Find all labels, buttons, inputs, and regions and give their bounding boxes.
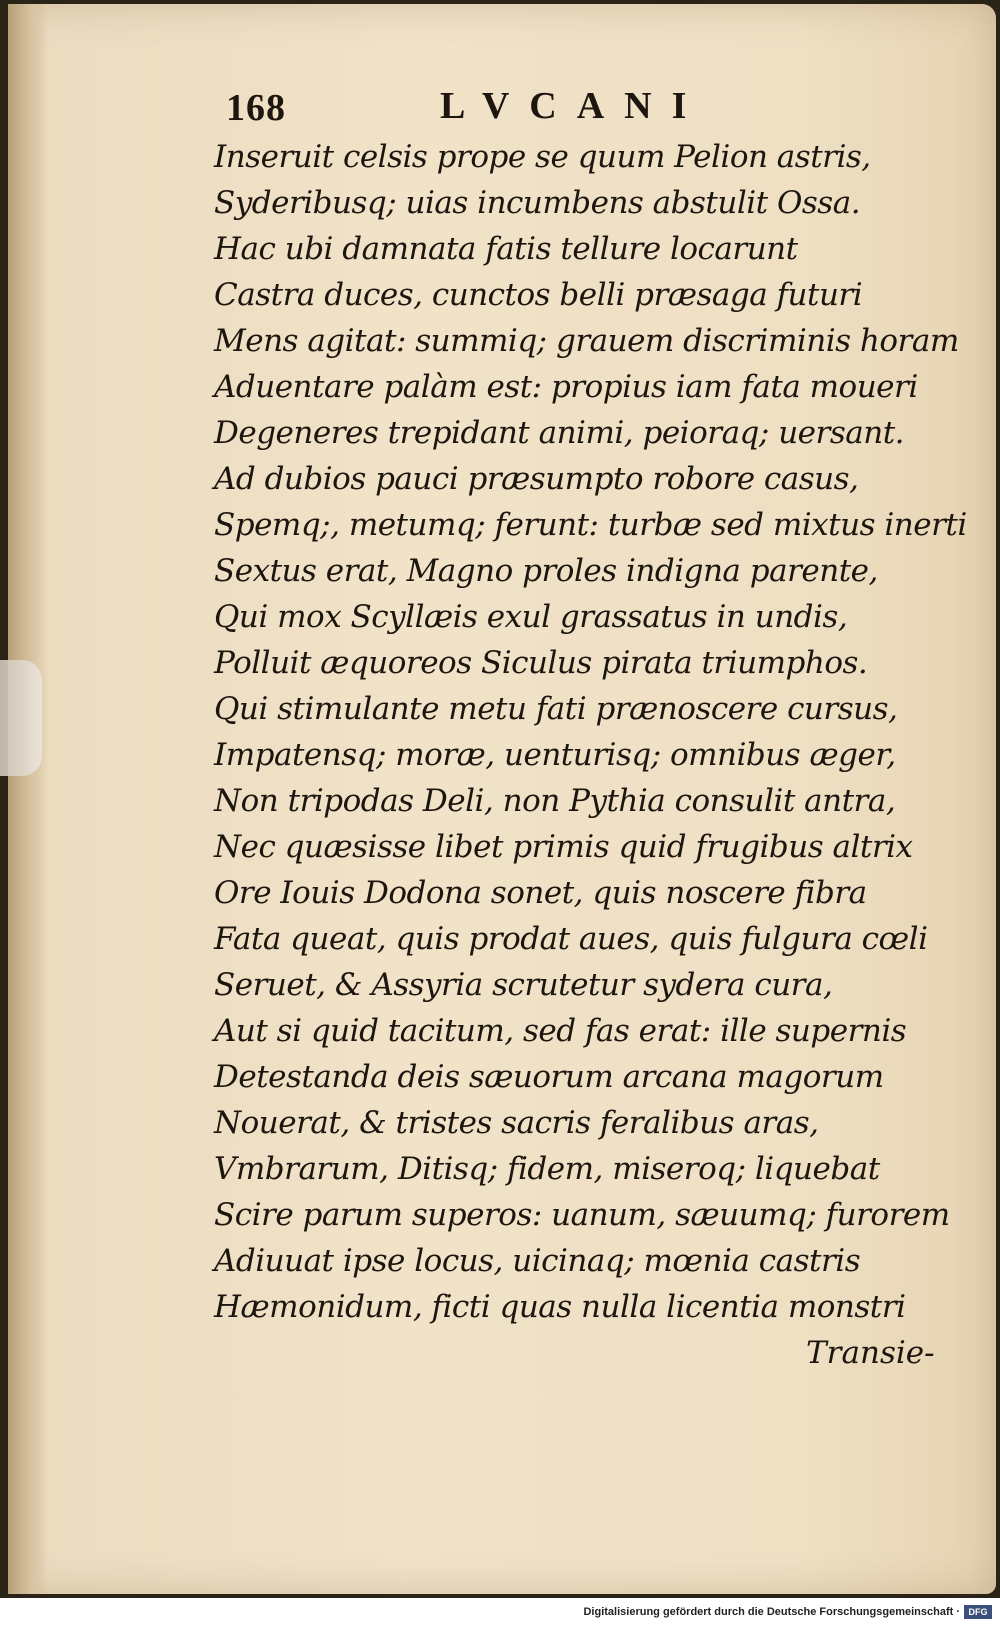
verse-line: Detestanda deis sæuorum arcana magorum xyxy=(214,1059,884,1095)
verse-line: Non tripodas Deli, non Pythia consulit antra, xyxy=(214,783,896,819)
verse-line: Degeneres trepidant animi, peioraq; uersant. xyxy=(214,415,905,451)
running-head: LVCANI xyxy=(440,85,707,127)
page-gutter xyxy=(8,4,48,1594)
verse-line: Vmbrarum, Ditisq; fidem, miseroq; liquebat xyxy=(214,1151,880,1187)
verse-line: Ore Iouis Dodona sonet, quis noscere fibra xyxy=(214,875,867,911)
page-number: 168 xyxy=(226,87,286,129)
dfg-logo-icon: DFG xyxy=(964,1605,992,1619)
verse-line: Syderibusq; uias incumbens abstulit Ossa. xyxy=(214,185,861,221)
verse-line: Inseruit celsis prope se quum Pelion astris, xyxy=(214,139,871,175)
verse-line: Aduentare palàm est: propius iam fata moueri xyxy=(214,369,918,405)
page-header xyxy=(214,82,914,134)
text-block xyxy=(214,82,967,1330)
verse-line: Hac ubi damnata fatis tellure locarunt xyxy=(214,231,798,267)
page-clip xyxy=(0,660,42,776)
verse-line: Hæmonidum, ficti quas nulla licentia monstri xyxy=(214,1289,906,1325)
verse-line: Adiuuat ipse locus, uicinaq; mœnia castris xyxy=(214,1243,861,1279)
verse-line: Qui mox Scyllæis exul grassatus in undis, xyxy=(214,599,848,635)
verse-line: Fata queat, quis prodat aues, quis fulgura cœli xyxy=(214,921,928,957)
verse-line: Polluit æquoreos Siculus pirata triumphos. xyxy=(214,645,868,681)
catchword: Transie- xyxy=(806,1335,935,1371)
verse-line: Nouerat, & tristes sacris feralibus aras, xyxy=(214,1105,819,1141)
footer-bar xyxy=(0,1598,1000,1628)
verse-line: Castra duces, cunctos belli præsaga futuri xyxy=(214,277,863,313)
verse-line: Seruet, & Assyria scrutetur sydera cura, xyxy=(214,967,833,1003)
verse-line: Ad dubios pauci præsumpto robore casus, xyxy=(214,461,859,497)
verse-line: Sextus erat, Magno proles indigna parente, xyxy=(214,553,878,589)
verse-line: Aut si quid tacitum, sed fas erat: ille supernis xyxy=(214,1013,907,1049)
verse-line: Qui stimulante metu fati prænoscere cursus, xyxy=(214,691,898,727)
verse-line: Spemq;, metumq; ferunt: turbæ sed mixtus inerti xyxy=(214,507,967,543)
verse-line: Nec quæsisse libet primis quid frugibus altrix xyxy=(214,829,913,865)
footer-credit: Digitalisierung gefördert durch die Deutsche Forschungsgemeinschaft · xyxy=(583,1606,960,1618)
verse-line: Mens agitat: summiq; grauem discriminis horam xyxy=(214,323,959,359)
verse-line: Scire parum superos: uanum, sæuumq; furorem xyxy=(214,1197,950,1233)
verse-line: Impatensq; moræ, uenturisq; omnibus æger, xyxy=(214,737,896,773)
